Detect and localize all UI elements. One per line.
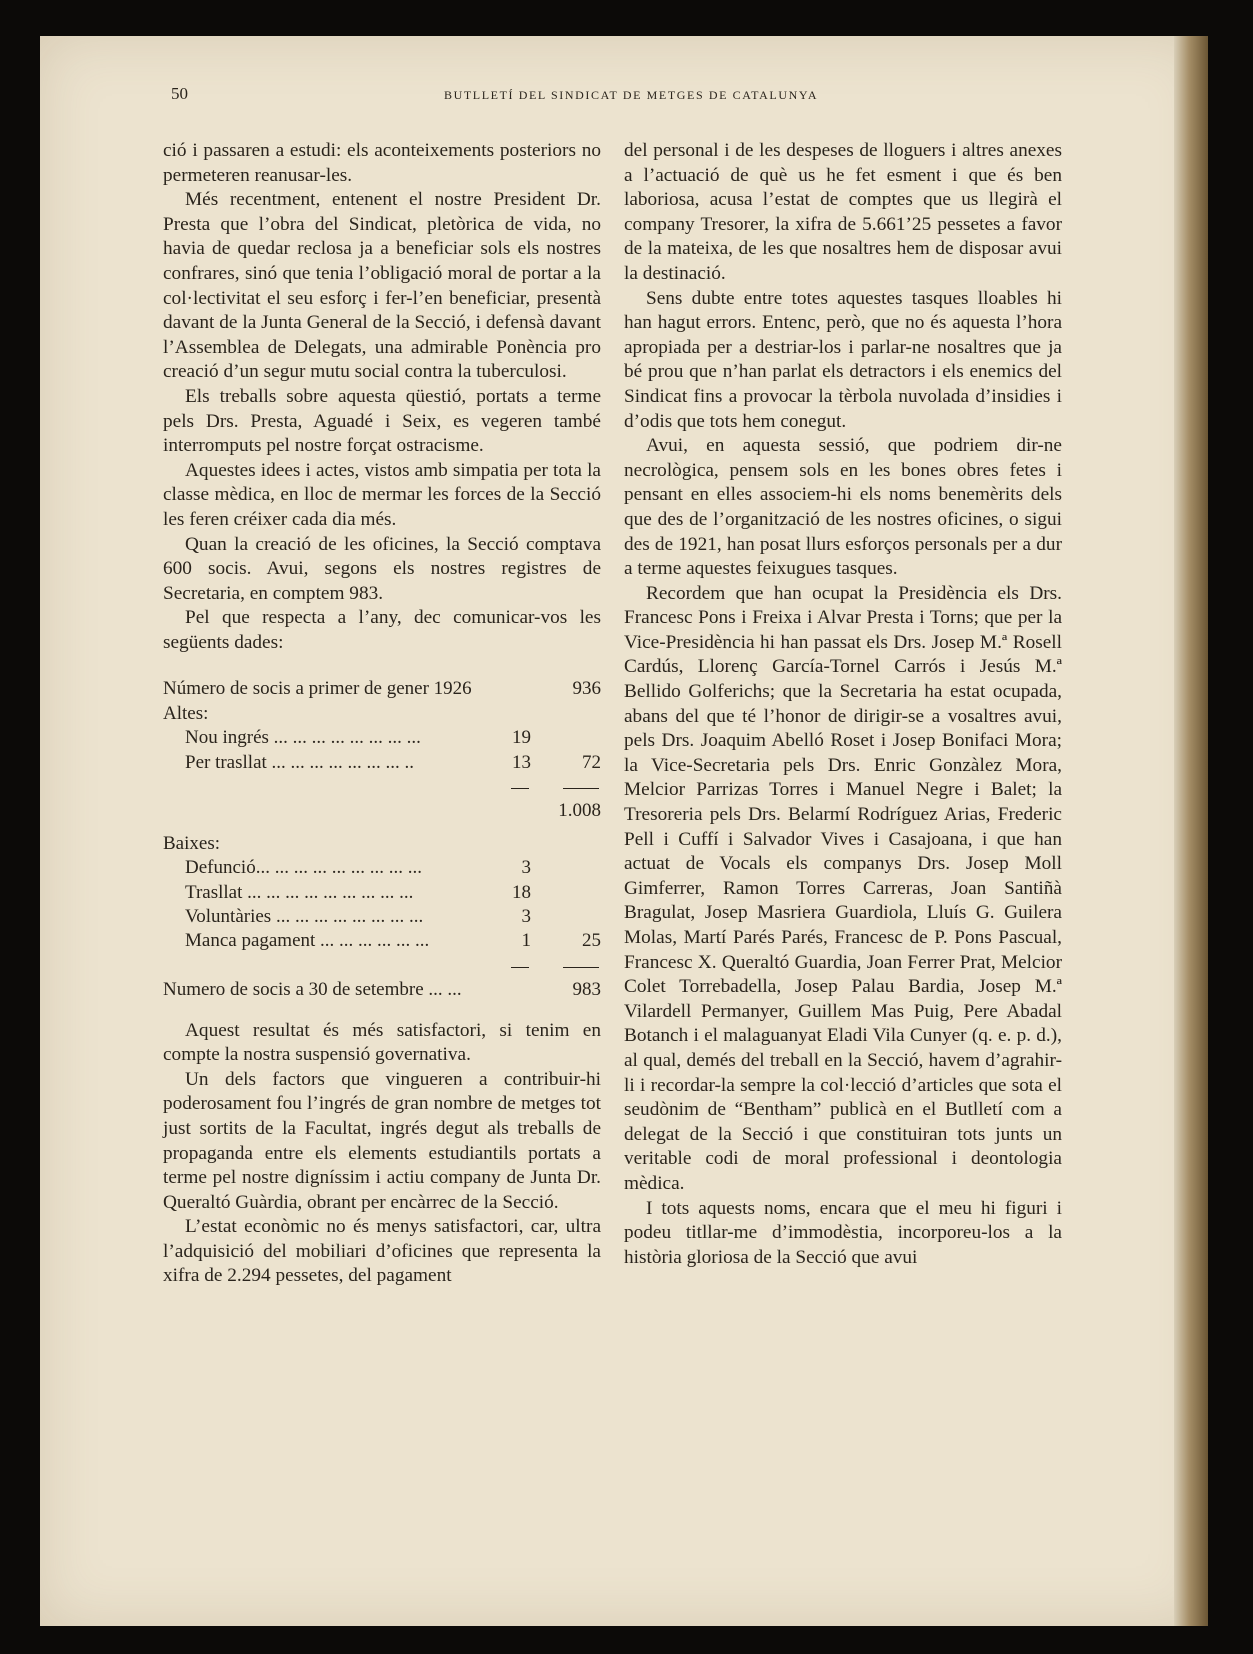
sum-rule (563, 788, 599, 789)
paragraph: Avui, en aquesta sessió, que podriem dir-ne necrològica, pensem sols en les bones obres fetes i pensant en elles associem-hi els noms benemèrits dels que des de l’organització de les nostres oficines, o sigui des de 1921, han posat llurs esforços personals per a dur a terme aquestes feixugues tasques. (624, 435, 1062, 580)
stats-row (163, 856, 601, 880)
running-header: BUTLLETÍ DEL SINDICAT DE METGES DE CATALUNYA (444, 88, 819, 102)
page-number: 50 (171, 84, 188, 103)
stats-value: 3 (521, 857, 531, 879)
stats-row (163, 832, 601, 856)
paragraph: del personal i de les despeses de lloguers i altres anexes a l’actuació de què us he fet esment i que és ben laboriosa, acusa l’estat de comptes que us llegirà el company Tresorer, la xifra de 5.661’25 pessetes a favor de la mateixa, de les que nosaltres hem de disposar avui la destinació. (624, 140, 1062, 284)
stats-label: Voluntàries ... ... ... ... ... ... ... ... (185, 905, 424, 927)
stats-label: Nou ingrés ... ... ... ... ... ... ... ... (185, 727, 421, 749)
stats-label: Número de socis a primer de gener 1926 (163, 678, 472, 700)
paragraph: Recordem que han ocupat la Presidència els Drs. Francesc Pons i Freixa i Alvar Presta i Torns; que per la Vice-Presidència hi han passat els Drs. Josep M.ª Rosell Cardús, Llorenç García-Tornel Carrós i Jesús M.ª Bellido Golferichs; que la Secretaria ha estat ocupada, abans del que té l’honor de dirigir-se a vosaltres avui, pels Drs. Joaquim Abelló Roset i Josep Bonifaci Mora; la Vice-Secretaria pels Drs. Enric Gonzàlez Mora, Melcior Parrizas Torres i Manuel Negre i Balet; la Tresoreria pels Drs. Belarmí Rodríguez Arias, Frederic Pell i Cuffí i Salvador Vives i Casajoana, i que han actuat de Vocals els companys Drs. Josep Moll Gimferrer, Ramon Torres Carreras, Joan Santiñà Bragulat, Josep Masriera Guardiola, Lluís G. Guilera Molas, Martí Parés Parés, Francesc de P. Pons Pascual, Francesc X. Queraltó Guardia, Joan Ferrer Prat, Melcior Colet Torrebadella, Josep Palau Bardia, Josep M.ª Vilardell Permanyer, Guillem Mas Puig, Pere Abadal Botanch i el malaguanyat Eladi Vila Cunyer (q. e. p. d.), al qual, demés del treball en la Secció, havem d’agrahir-li i recordar-la sempre la col·lecció d’articles que sota el seudònim de “Bentham” publicà en el Butlletí com a delegat de la Secció i que constituiran tots junts un veritable codi de moral professional i deontologia mèdica. (624, 582, 1062, 1194)
sum-rule (511, 967, 529, 968)
stats-total: 72 (582, 751, 601, 773)
paragraph: Aquest resultat és més satisfactori, si tenim en compte la nostra suspensió governativa. (163, 1019, 601, 1066)
stats-value: 18 (512, 881, 531, 903)
stats-label: Trasllat ... ... ... ... ... ... ... ... ... (185, 881, 414, 903)
stats-row (163, 726, 601, 750)
right-column (624, 139, 1062, 1270)
stats-row (163, 677, 601, 701)
paragraph: Pel que respecta a l’any, dec comunicar-vos les següents dades: (163, 607, 601, 653)
stats-section-label: Altes: (163, 702, 209, 724)
membership-stats-table (163, 677, 601, 1002)
stats-row (163, 751, 601, 775)
book-spine (1174, 36, 1208, 1626)
stats-label: Numero de socis a 30 de setembre ... ... (163, 979, 462, 1001)
paragraph: L’estat econòmic no és menys satisfactori, car, ultra l’adquisició del mobiliari d’oficines que representa la xifra de 2.294 pessetes, del pagament (163, 1216, 601, 1287)
paragraph: Un dels factors que vingueren a contribuir-hi poderosament fou l’ingrés de gran nombre de metges tot just sortits de la Facultat, ingrés degut als treballs de propaganda entre els elements estudiantils portats a terme pel nostre digníssim i actiu company de Junta Dr. Queraltó Guàrdia, obrant per encàrrec de la Secció. (163, 1068, 601, 1213)
stats-row (163, 929, 601, 953)
paragraph: I tots aquests noms, encara que el meu hi figuri i podeu titllar-me d’immodèstia, incorporeu-los a la història gloriosa de la Secció que avui (624, 1197, 1062, 1268)
stats-value: 3 (521, 905, 531, 927)
stats-value: 13 (512, 751, 531, 773)
stats-row (163, 978, 601, 1002)
left-column (163, 139, 601, 1289)
stats-row (163, 881, 601, 905)
stats-rule-row (163, 775, 601, 799)
stats-label: Manca pagament ... ... ... ... ... ... (185, 930, 430, 952)
paragraph: Els treballs sobre aquesta qüestió, portats a terme pels Drs. Presta, Aguadé i Seix, es vegeren també interromputs pel nostre forçat ostracisme. (163, 385, 601, 457)
stats-value: 1 (521, 930, 531, 952)
stats-total: 936 (572, 678, 601, 700)
stats-total: 983 (572, 979, 601, 1001)
stats-rule-row (163, 954, 601, 978)
paragraph: Aquestes idees i actes, vistos amb simpatia per tota la classe mèdica, en lloc de mermar les forces de la Secció les feren créixer cada dia més. (163, 459, 601, 530)
stats-row (163, 799, 601, 823)
sum-rule (563, 967, 599, 968)
sum-rule (511, 788, 529, 789)
stats-label: Per trasllat ... ... ... ... ... ... ... .. (185, 751, 415, 773)
stats-section-label: Baixes: (163, 832, 220, 854)
paragraph: Sens dubte entre totes aquestes tasques lloables hi han hagut errors. Entenc, però, que no és aquesta l’hora apropiada per a destriar-los i parlar-ne nosaltres que ja bé prou que n’han parlat els detractors i els enemics del Sindicat fins a provocar la tèrbola nuvolada d’insidies i d’odis que tots hem conegut. (624, 287, 1062, 432)
paragraph: Quan la creació de les oficines, la Secció comptava 600 socis. Avui, segons els nostres registres de Secretaria, en comptem 983. (163, 533, 601, 604)
stats-value: 19 (512, 727, 531, 749)
stats-label: Defunció... ... ... ... ... ... ... ... ... (185, 857, 422, 879)
stats-total: 25 (582, 930, 601, 952)
stats-row (163, 702, 601, 726)
paragraph: ció i passaren a estudi: els aconteixements posteriors no permeteren reanusar-les. (163, 140, 601, 186)
paragraph: Més recentment, entenent el nostre President Dr. Presta que l’obra del Sindicat, pletòrica de vida, no havia de quedar reclosa ja a beneficiar sols els nostres confrares, sinó que tenia l’obligació moral de portar a la col·lectivitat el seu esforç i fer-l’en beneficiar, presentà davant de la Junta General de la Secció, i defensà davant l’Assemblea de Delegats, una admirable Ponència pro creació d’un segur mutu social contra la tuberculosi. (163, 189, 601, 383)
document-page (40, 36, 1208, 1626)
stats-total: 1.008 (558, 800, 601, 822)
stats-row (163, 905, 601, 929)
